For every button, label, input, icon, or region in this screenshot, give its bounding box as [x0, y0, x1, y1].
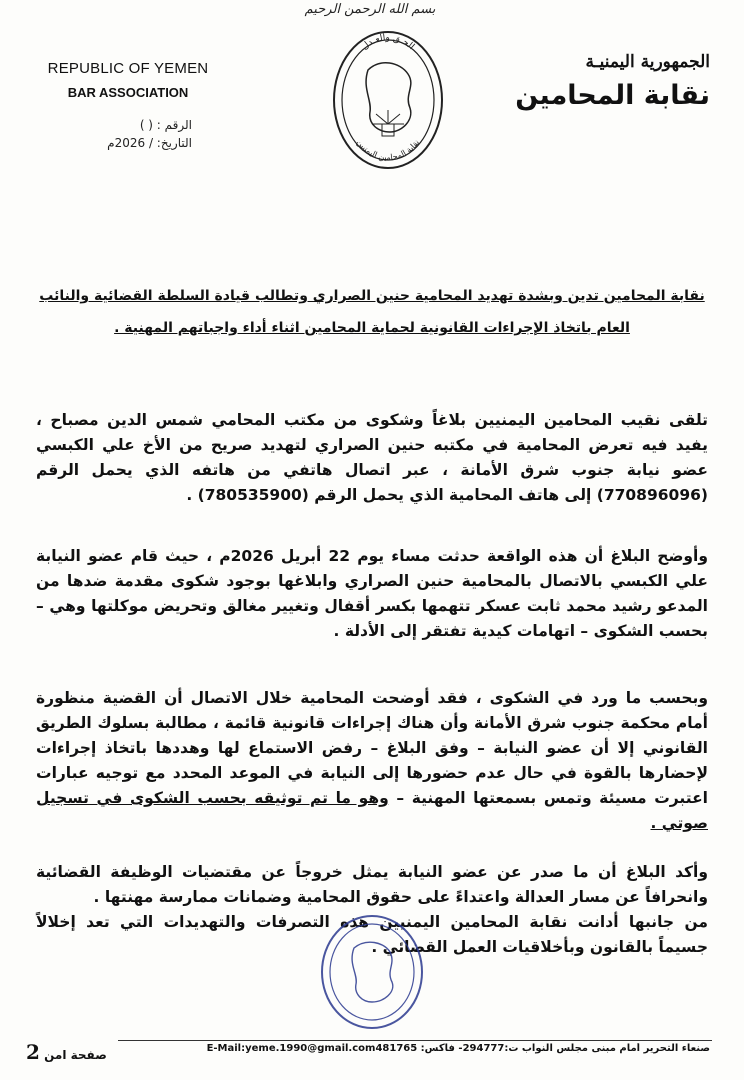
footer-divider [118, 1040, 712, 1041]
english-organization: BAR ASSOCIATION [67, 85, 189, 100]
paragraph-3-main: وبحسب ما ورد في الشكوى ، فقد أوضحت المحامية خلال الاتصال أن القضية منظورة أمام محكمة جنوب شرق الأمانة وأن هناك إجراءات قانونية قائمة ، مطالبة بسلوك الطريق القانوني إلا أن عضو النيابة – وفق البلاغ – رفض الاستماع لها وهددها باتخاذ إجراءات لإحضارها بالقوة في حال عدم حضورها إلى النيابة في الموعد المحدد مع توجيه عبارات اعتبرت مسيئة وتمس بسمعتها المهنية – [36, 689, 708, 807]
reference-number: الرقم : ( ) [139, 118, 192, 132]
page-indicator [26, 1040, 107, 1064]
reference-date: التاريخ: / 2026م [107, 136, 192, 150]
paragraph-1: تلقى نقيب المحامين اليمنيين بلاغاً وشكوى من مكتب المحامي شمس الدين مصباح ، يفيد فيه تعرض المحامية في مكتبه حنين الصراري لتهديد صريح من الأخ علي الكبسي عضو نيابة جنوب شرق الأمانة ، عبر اتصال هاتفي من هاتفه الذي يحمل الرقم (770896096) إلى هاتف المحامية الذي يحمل الرقم (780535900) . [36, 411, 708, 504]
title-text: نقابة المحامين تدين وبشدة تهديد المحامية حنين الصراري وتطالب قيادة السلطة القضائية والنائب العام باتخاذ الإجراءات القانونية لحماية المحامين اثناء أداء واجباتهم المهنية . [39, 288, 705, 336]
svg-text:نقابة المحامين اليمنيين [355, 138, 421, 162]
footer-address: صنعاء التحرير أمام مبنى مجلس النواب ت:294777- فاكس: E-Mail:yeme.1990@gmail.com481765 [206, 1043, 710, 1054]
arabic-organization: نقابة المحامين [515, 80, 710, 111]
page-number: 2 [26, 1040, 40, 1064]
paragraph-5: من جانبها أدانت نقابة المحامين اليمنيين هذه التصرفات والتهديدات التي تعد إخلالاً جسيماً بالقانون وبأخلاقيات العمل القضائي . [36, 913, 708, 956]
paragraph-3 [36, 686, 708, 836]
seal-bottom-text: نقابة المحامين اليمنيين [354, 137, 422, 163]
basmala: بسم الله الرحمن الرحيم [304, 2, 436, 17]
paragraph-3-underlined: وهو ما تم توثيقه بحسب الشكوى في تسجيل صوتي . [36, 789, 708, 832]
english-letterhead [38, 60, 218, 100]
stamp-seal-icon [316, 912, 428, 1032]
document-title [34, 280, 710, 344]
arabic-letterhead [515, 52, 710, 111]
arabic-country: الجمهورية اليمنيـة [585, 52, 710, 72]
english-country: REPUBLIC OF YEMEN [47, 60, 209, 77]
association-seal-icon [328, 28, 448, 170]
seal-top-text: الحـق والعـدل [360, 32, 417, 53]
paragraph-4: وأكد البلاغ أن ما صدر عن عضو النيابة يمثل خروجاً عن مقتضيات الوظيفة القضائية وانحرافاً عن مسار العدالة واعتداءً على حقوق المحامية وضمانات ممارسة مهنتها . [36, 863, 708, 906]
page-label: صفحة امن [44, 1048, 107, 1062]
paragraph-2: وأوضح البلاغ أن هذه الواقعة حدثت مساء يوم 22 أبريل 2026م ، حيث قام عضو النيابة علي الكبسي بالاتصال بالمحامية حنين الصراري وابلاغها بوجود شكوى مقدمة ضدها من المدعو رشيد محمد ثابت عسكر تتهمها بكسر أقفال وتغيير مغالق وتحريض موكلتها وهي – بحسب الشكوى – اتهامات كيدية تفتقر إلى الأدلة . [36, 547, 709, 640]
reference-block [92, 116, 192, 152]
